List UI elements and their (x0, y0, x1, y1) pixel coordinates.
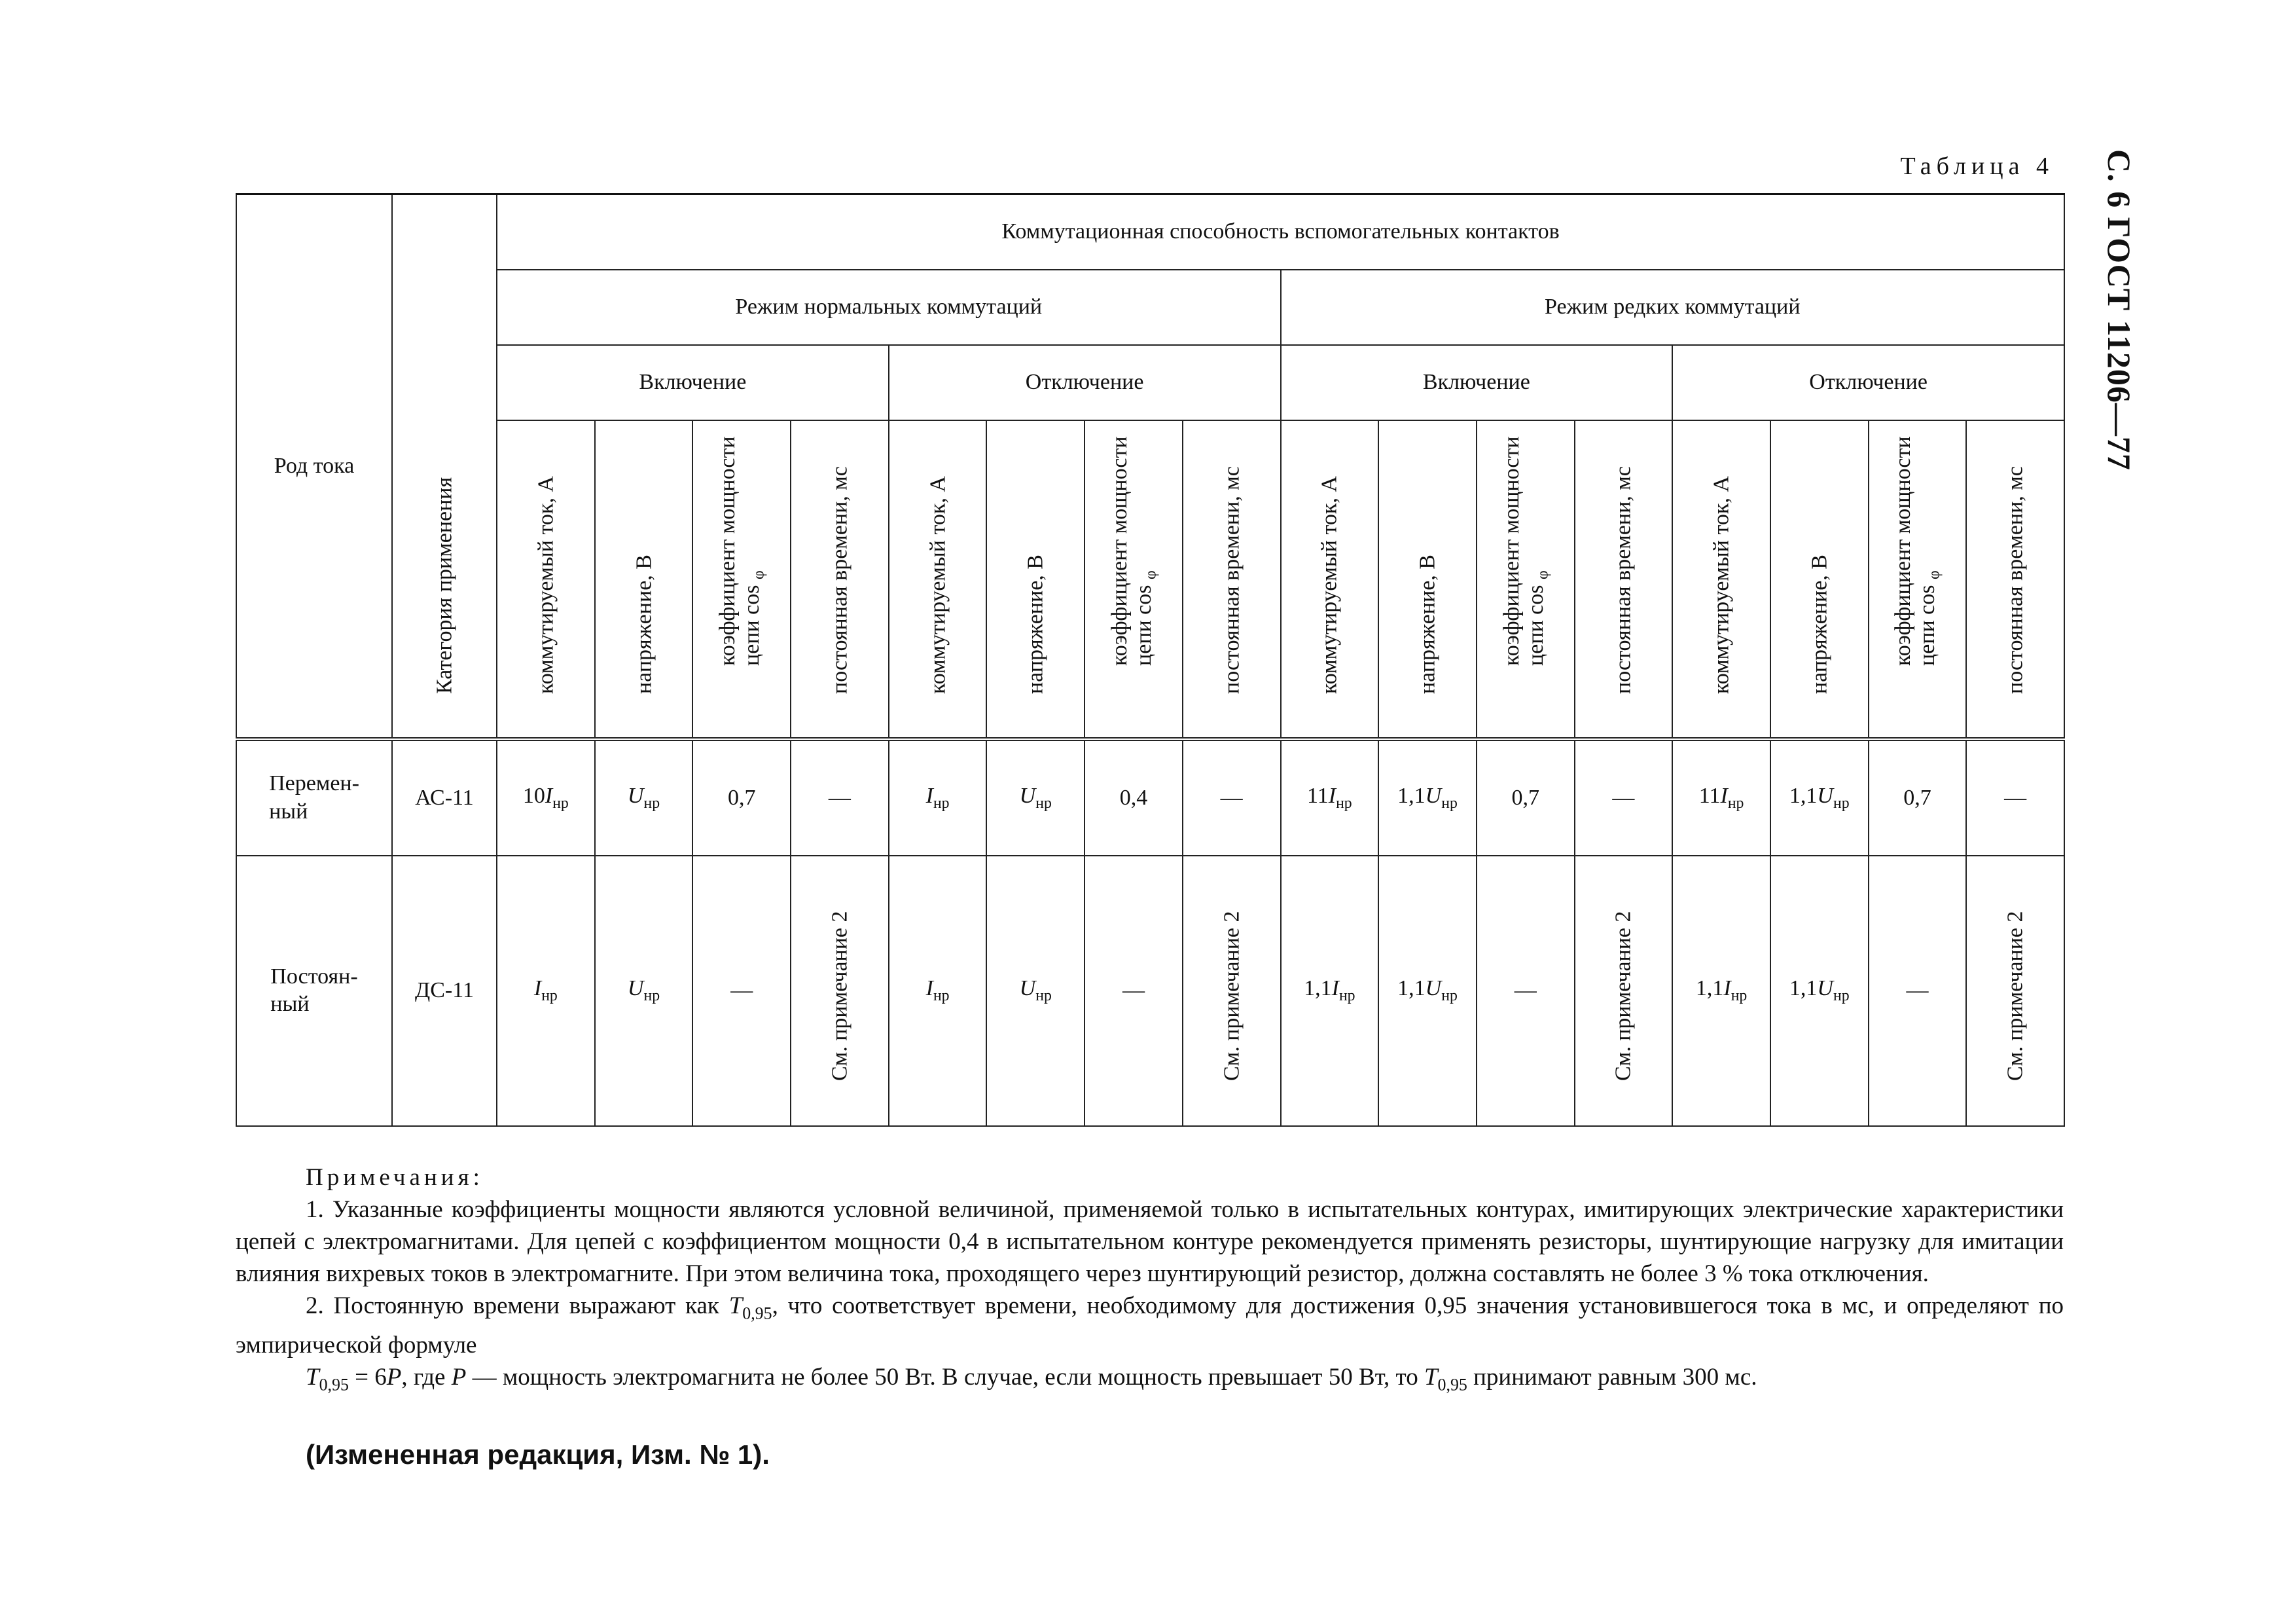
cell-value: $11I_{нр}$ (1281, 739, 1379, 856)
cell-value: $1,1U_{нр}$ (1378, 739, 1477, 856)
header-col-tok-text: коммутируемый ток, А (533, 476, 558, 695)
notes-heading: Примечания: (306, 1164, 484, 1191)
header-rod-toka: Род тока (236, 194, 392, 739)
header-otkl-normal: Отключение (889, 345, 1281, 420)
header-col-post (1575, 420, 1673, 739)
cell-value: — (1477, 856, 1575, 1126)
cell-value: $U_{нр}$ (595, 739, 693, 856)
cell-value: — (1575, 739, 1673, 856)
cell-value: 0,7 (1477, 739, 1575, 856)
header-kategoriya-text: Категория применения (432, 477, 457, 695)
cell-value: $U_{нр}$ (986, 739, 1085, 856)
cell-value: $I_{нр}$ (889, 856, 987, 1126)
header-col-koef (1477, 420, 1575, 739)
header-col-koef-text: коэффициент мощности цепи cos $_\varphi$ (1891, 436, 1944, 666)
cell-value: $10I_{нр}$ (497, 739, 595, 856)
header-col-koef-text: коэффициент мощности цепи cos $_\varphi$ (1499, 436, 1552, 666)
cell-note-ref-text: См. примечание 2 (2003, 911, 2028, 1082)
header-col-napr-text: напряжение, В (1023, 555, 1048, 695)
cell-value: 0,4 (1085, 739, 1183, 856)
cell-note-ref (791, 856, 889, 1126)
cell-value: — (1183, 739, 1281, 856)
header-rezhim-normal: Режим нормальных коммутаций (497, 270, 1281, 345)
amendment-note: (Измененная редакция, Изм. № 1). (306, 1439, 770, 1470)
note-1: 1. Указанные коэффициенты мощности являются условной величиной, применяемой только в испытательных контурах, имитирующих электрические характеристики цепей с электромагнитами. Для цепей с коэффициентом мощности 0,4 в испытательном контуре рекомендуется применять резисторы, шунтирующие нагрузку для имитации влияния вихревых токов в электромагните. При этом величина тока, проходящего через шунтирующий резистор, должна составлять не более 3 % тока отключения. (236, 1196, 2064, 1287)
cell-value: $U_{нр}$ (986, 856, 1085, 1126)
header-vkl-redkih: Включение (1281, 345, 1673, 420)
commutation-table (236, 193, 2065, 1127)
header-col-tok (1672, 420, 1770, 739)
note-2-formula: $T_{0,95} = 6P$, где P — мощность электромагнита не более 50 Вт. В случае, если мощность превышает 50 Вт, то $T_{0,95}$ принимают равным 300 мс. (306, 1364, 1757, 1395)
notes (236, 1161, 2064, 1401)
cell-value: 0,7 (1869, 739, 1967, 856)
header-col-tok-text: коммутируемый ток, А (1709, 476, 1734, 695)
cell-value: — (791, 739, 889, 856)
cell-value: $I_{нр}$ (497, 856, 595, 1126)
cell-value: $1,1U_{нр}$ (1378, 856, 1477, 1126)
header-col-post-text: постоянная времени, мс (827, 466, 852, 695)
header-col-post (791, 420, 889, 739)
cell-value: $1,1U_{нр}$ (1770, 739, 1869, 856)
header-col-tok-text: коммутируемый ток, А (925, 476, 950, 695)
cell-note-ref-text: См. примечание 2 (827, 911, 852, 1082)
row-current-kind: Постоян- ный (236, 856, 392, 1126)
header-kategoriya (392, 194, 497, 739)
cell-value: 0,7 (692, 739, 791, 856)
page-header-text: С. 6 ГОСТ 11206—77 (2101, 149, 2138, 471)
cell-note-ref (1183, 856, 1281, 1126)
header-vkl-normal: Включение (497, 345, 889, 420)
header-col-koef (692, 420, 791, 739)
cell-note-ref-text: См. примечание 2 (1219, 911, 1244, 1082)
header-col-post (1183, 420, 1281, 739)
header-col-koef-text: коэффициент мощности цепи cos $_\varphi$ (715, 436, 768, 666)
cell-value: $1,1I_{нр}$ (1281, 856, 1379, 1126)
row-category: ДС-11 (392, 856, 497, 1126)
cell-value: $11I_{нр}$ (1672, 739, 1770, 856)
header-col-napr-text: напряжение, В (1807, 555, 1832, 695)
header-otkl-redkih: Отключение (1672, 345, 2064, 420)
cell-note-ref-text: См. примечание 2 (1611, 911, 1636, 1082)
cell-value: — (1869, 856, 1967, 1126)
header-col-napr (1378, 420, 1477, 739)
row-current-kind: Перемен- ный (236, 739, 392, 856)
header-col-post-text: постоянная времени, мс (1611, 466, 1636, 695)
header-col-napr (595, 420, 693, 739)
header-col-napr (986, 420, 1085, 739)
header-col-post (1966, 420, 2064, 739)
header-col-koef (1869, 420, 1967, 739)
header-col-tok-text: коммутируемый ток, А (1317, 476, 1342, 695)
header-col-tok (497, 420, 595, 739)
row-category: АС-11 (392, 739, 497, 856)
header-col-tok (1281, 420, 1379, 739)
note-2: 2. Постоянную времени выражают как $T_{0,95}$, что соответствует времени, необходимому для достижения 0,95 значения установившегося тока в мс, и определяют по эмпирической формуле (236, 1292, 2064, 1359)
cell-value: $U_{нр}$ (595, 856, 693, 1126)
cell-value: $1,1I_{нр}$ (1672, 856, 1770, 1126)
page-header (2101, 149, 2144, 471)
cell-note-ref (1575, 856, 1673, 1126)
header-col-napr-text: напряжение, В (631, 555, 656, 695)
header-col-napr-text: напряжение, В (1415, 555, 1440, 695)
header-col-tok (889, 420, 987, 739)
header-kommut: Коммутационная способность вспомогательных контактов (497, 194, 2064, 270)
table-title: Таблица 4 (1900, 153, 2054, 180)
cell-value: — (1966, 739, 2064, 856)
header-col-napr (1770, 420, 1869, 739)
cell-value: — (1085, 856, 1183, 1126)
cell-value: $1,1U_{нр}$ (1770, 856, 1869, 1126)
cell-value: $I_{нр}$ (889, 739, 987, 856)
cell-note-ref (1966, 856, 2064, 1126)
header-col-post-text: постоянная времени, мс (2003, 466, 2028, 695)
header-col-koef-text: коэффициент мощности цепи cos $_\varphi$ (1107, 436, 1160, 666)
header-col-koef (1085, 420, 1183, 739)
header-col-post-text: постоянная времени, мс (1219, 466, 1244, 695)
header-rezhim-redkih: Режим редких коммутаций (1281, 270, 2065, 345)
cell-value: — (692, 856, 791, 1126)
